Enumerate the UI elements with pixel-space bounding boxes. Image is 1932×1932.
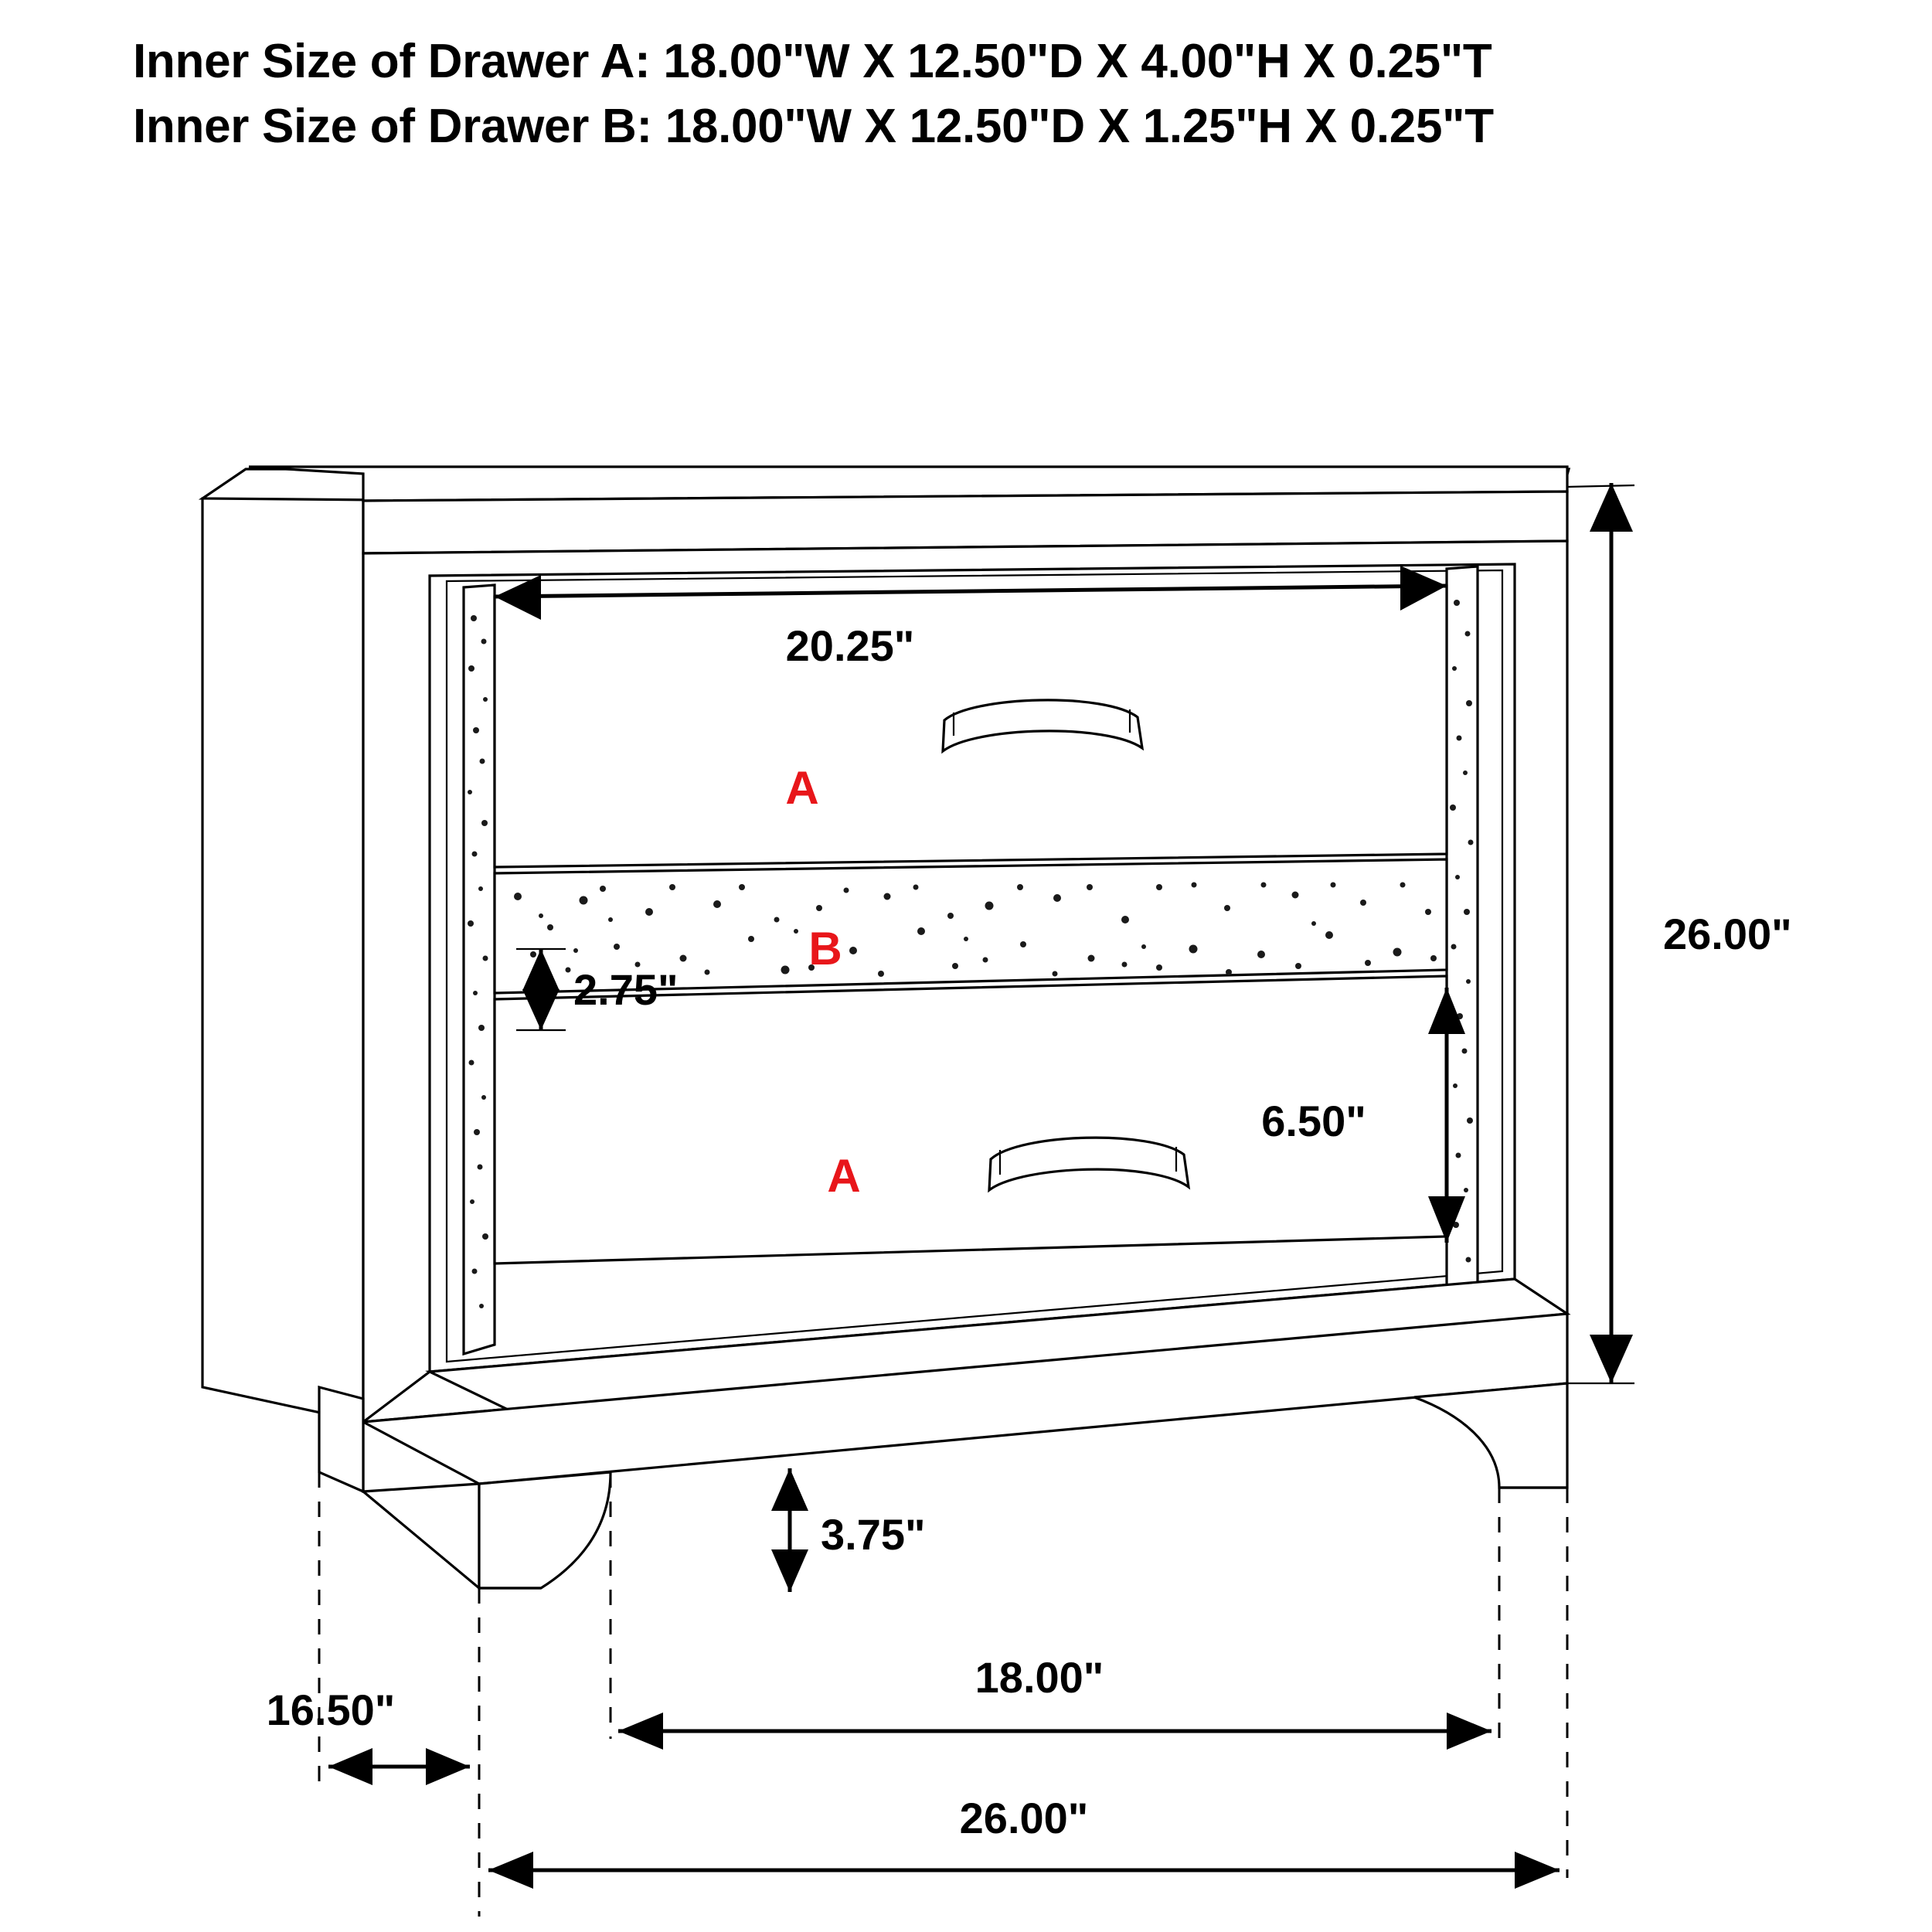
drawer-a-top-front <box>495 586 1447 867</box>
dimension-leg-height <box>771 1468 926 1592</box>
foot-front-left <box>479 1472 611 1588</box>
right-stile <box>1447 566 1478 1289</box>
dimension-side-depth <box>267 1685 470 1785</box>
dimension-foot-span-text: 18.00" <box>975 1653 1104 1702</box>
left-stile <box>464 585 495 1354</box>
dimension-drawer-b-height-text: 2.75" <box>573 965 679 1014</box>
dimension-overall-width <box>488 1794 1560 1889</box>
leg-rear-left <box>319 1387 363 1492</box>
dimension-lower-drawer-height-text: 6.50" <box>1261 1097 1366 1145</box>
dimension-top-width-text: 20.25" <box>785 621 915 670</box>
header-line-drawer-b: Inner Size of Drawer B: 18.00"W X 12.50"D X 1.25"H X 0.25"T <box>133 100 1494 153</box>
dimension-overall-height <box>1567 483 1792 1383</box>
header-line-drawer-a: Inner Size of Drawer A: 18.00"W X 12.50"D X 4.00"H X 0.25"T <box>133 35 1492 88</box>
plinth-left-drop <box>363 1492 479 1588</box>
dimension-leg-height-text: 3.75" <box>821 1510 926 1559</box>
dimension-overall-width-text: 26.00" <box>959 1794 1089 1842</box>
dimension-overall-height-text: 26.00" <box>1663 910 1792 958</box>
label-drawer-a-bottom: A <box>827 1150 861 1202</box>
dimension-foot-span <box>618 1653 1492 1750</box>
label-drawer-a-top: A <box>785 762 819 814</box>
left-side-panel <box>202 474 363 1422</box>
foot-front-right <box>1414 1383 1567 1488</box>
dimension-side-depth-text: 16.50" <box>266 1685 396 1734</box>
label-drawer-b: B <box>808 923 842 975</box>
